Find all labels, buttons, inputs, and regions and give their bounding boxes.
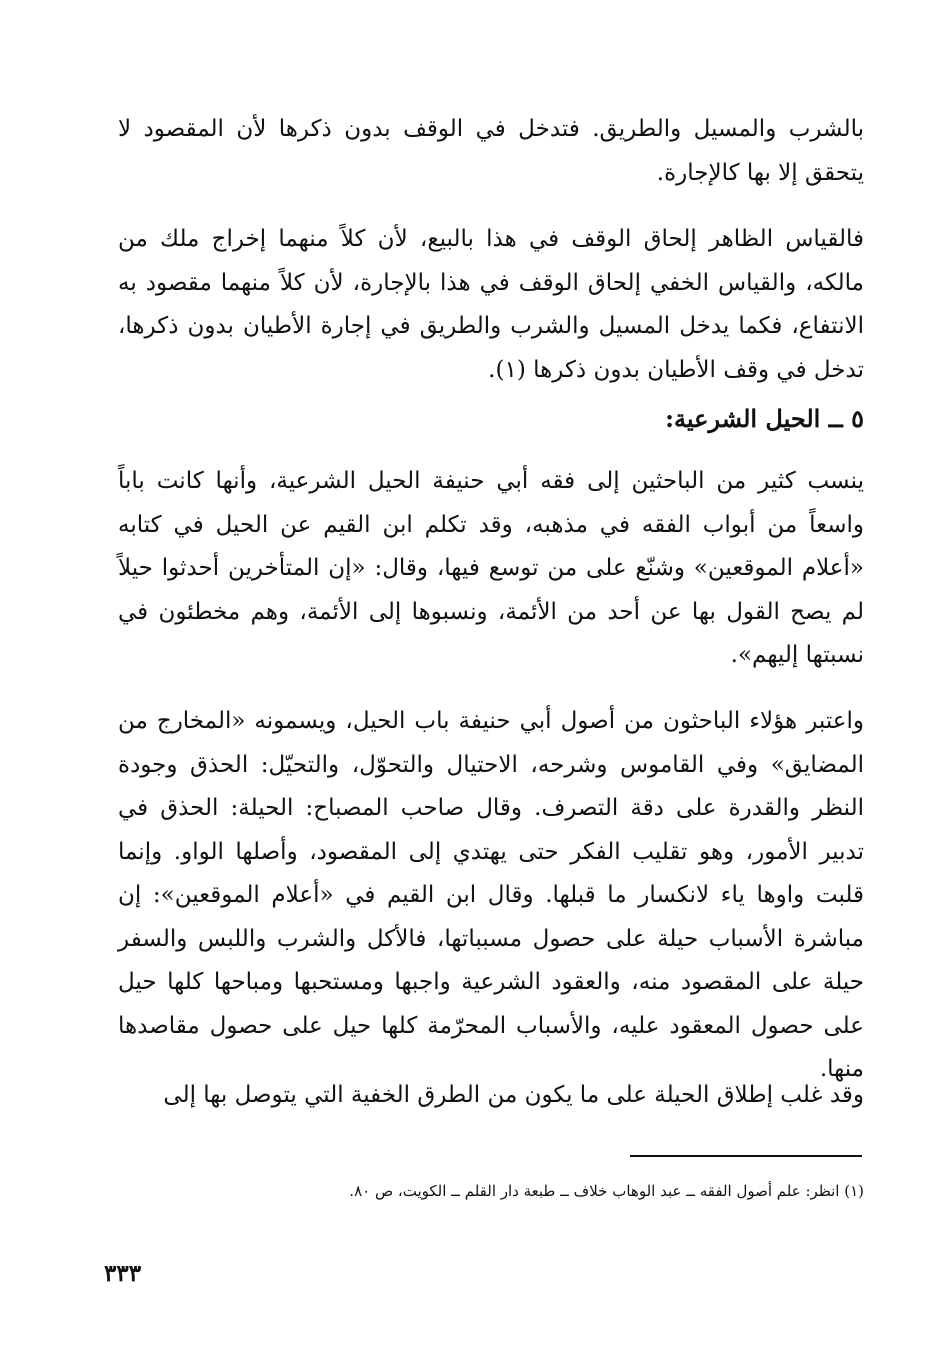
footnote: (١) انظر: علم أصول الفقه ــ عبد الوهاب خلاف ــ طبعة دار القلم ــ الكويت، ص ٨٠. — [349, 1182, 864, 1200]
page-number: ٣٣٣ — [104, 1260, 142, 1287]
paragraph-2: فالقياس الظاهر إلحاق الوقف في هذا بالبيع، لأن كلاً منهما إخراج ملك من مالكه، والقياس الخفي إلحاق الوقف في هذا بالإجارة، لأن كلاً منهما مقصود به الانتفاع، فكما يدخل المسيل والشرب والطريق في إجارة الأطيان بدون ذكرها، تدخل في وقف الأطيان بدون ذكرها (١). — [118, 226, 864, 383]
paragraph-3: ينسب كثير من الباحثين إلى فقه أبي حنيفة الحيل الشرعية، وأنها كانت باباً واسعاً من أبواب الفقه في مذهبه، وقد تكلم ابن القيم عن الحيل في كتابه «أعلام الموقعين» وشنّع على من توسع فيها، وقال: «إن المتأخرين أحدثوا حيلاً لم يصح القول بها عن أحد من الأئمة، ونسبوها إلى الأئمة، وهم مخطئون في نسبتها إليهم». — [118, 468, 864, 668]
footnote-divider — [630, 1155, 862, 1157]
paragraph-1: بالشرب والمسيل والطريق. فتدخل في الوقف بدون ذكرها لأن المقصود لا يتحقق إلا بها كالإجارة. — [118, 116, 864, 186]
paragraph-4: واعتبر هؤلاء الباحثون من أصول أبي حنيفة باب الحيل، ويسمونه «المخارج من المضايق» وفي القاموس وشرحه، الاحتيال والتحوّل، والتحيّل: الحذق وجودة النظر والقدرة على دقة التصرف. وقال صاحب المصباح: الحيلة: الحذق في تدبير الأمور، وهو تقليب الفكر حتى يهتدي إلى المقصود، وأصلها الواو. وإنما قلبت واوها ياء لانكسار ما قبلها. وقال ابن القيم في «أعلام الموقعين»: إن مباشرة الأسباب حيلة على حصول مسبباتها، فالأكل والشرب واللبس والسفر حيلة على المقصود منه، والعقود الشرعية واجبها ومستحبها ومباحها كلها حيل على حصول المعقود عليه، والأسباب المحرّمة كلها حيل على حصول مقاصدها منها. — [118, 708, 864, 1082]
section-heading: ٥ ــ الحيل الشرعية: — [665, 404, 864, 433]
paragraph-5: وقد غلب إطلاق الحيلة على ما يكون من الطرق الخفية التي يتوصل بها إلى — [163, 1082, 864, 1108]
